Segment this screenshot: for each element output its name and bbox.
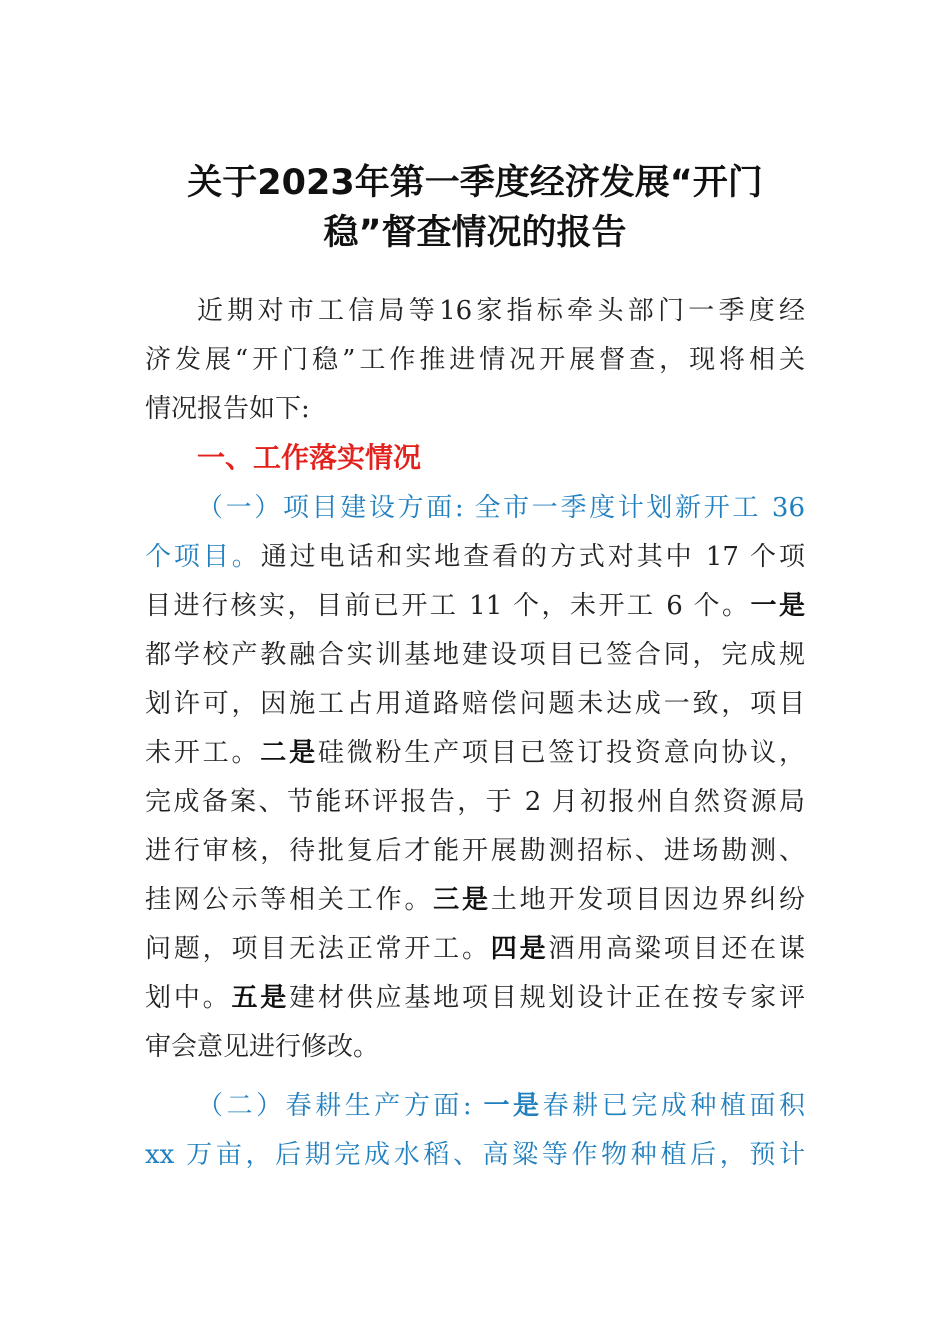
spring-line-2: xx 万亩，后期完成水稻、高粱等作物种植后，预计: [145, 1140, 805, 1170]
spring-point-one-label: 一是: [483, 1091, 543, 1121]
project-line-11-pre: 划中。: [145, 983, 232, 1013]
point-five-label: 五是: [231, 983, 290, 1013]
point-one-label: 一是: [750, 591, 805, 621]
spring-line-1-rest: 春耕已完成种植面积: [542, 1091, 805, 1121]
project-line-10-pre: 问题，项目无法正常开工。: [145, 934, 491, 964]
project-line-3: [145, 586, 805, 626]
project-line-4: 都学校产教融合实训基地建设项目已签合同，完成规: [145, 640, 805, 670]
spring-line-1: [197, 1086, 805, 1126]
project-line-2-text: 通过电话和实地查看的方式对其中 17 个项: [260, 542, 805, 572]
project-line-10-rest: 酒用高粱项目还在谋: [548, 934, 805, 964]
point-three-label: 三是: [433, 885, 491, 915]
project-line-12: 审会意见进行修改。: [145, 1032, 380, 1062]
point-four-label: 四是: [490, 934, 549, 964]
project-line-3-text: 目进行核实，目前已开工 11 个，未开工 6 个。: [145, 591, 751, 621]
project-line-6: [145, 733, 805, 773]
intro-line-3: 情况报告如下:: [145, 394, 310, 424]
project-line-10: [145, 929, 805, 969]
intro-line-1: 近期对市工信局等16家指标牵头部门一季度经: [197, 296, 805, 326]
project-line-8: 进行审核，待批复后才能开展勘测招标、进场勘测、: [145, 836, 805, 866]
project-line-11-rest: 建材供应基地项目规划设计正在按专家评: [289, 983, 805, 1013]
project-line-1: （一）项目建设方面: 全市一季度计划新开工 36: [197, 493, 805, 523]
project-line-7: 完成备案、节能环评报告，于 2 月初报州自然资源局: [145, 787, 805, 817]
project-line-5: 划许可，因施工占用道路赔偿问题未达成一致，项目: [145, 689, 805, 719]
intro-line-2: 济发展“开门稳”工作推进情况开展督查，现将相关: [145, 345, 805, 375]
project-line-6-pre: 未开工。: [145, 738, 261, 768]
project-line-6-rest: 硅微粉生产项目已签订投资意向协议，: [317, 738, 805, 768]
document-title-line-2: 稳”督查情况的报告: [323, 213, 627, 253]
project-line-9-rest: 土地开发项目因边界纠纷: [490, 885, 805, 915]
project-count-text: 个项目。: [145, 542, 261, 572]
project-line-9-pre: 挂网公示等相关工作。: [145, 885, 434, 915]
section-heading-work-implementation: 一、工作落实情况: [197, 441, 422, 474]
document-title-line-1: 关于2023年第一季度经济发展“开门: [187, 163, 763, 203]
project-line-11: [145, 978, 805, 1018]
spring-heading-text: （二）春耕生产方面:: [197, 1091, 484, 1121]
point-two-label: 二是: [260, 738, 318, 768]
project-line-2: [145, 537, 805, 577]
project-line-9: [145, 880, 805, 920]
